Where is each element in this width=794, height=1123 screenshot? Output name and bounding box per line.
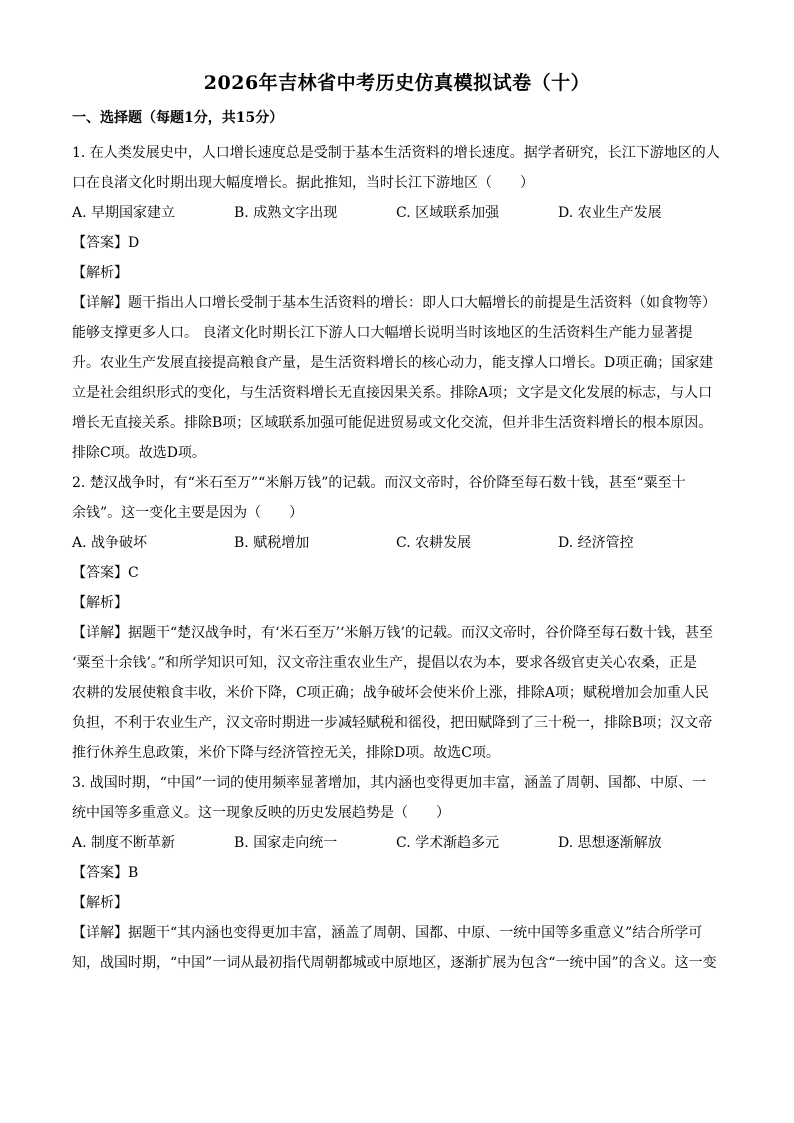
answer-line: 【答案】D	[72, 235, 140, 251]
question-stem-line: 2. 楚汉战争时，有“米石至万”“米斛万钱”的记载。而汉文帝时，谷价降至每石数十钱，甚至“粟至十	[72, 475, 686, 491]
question-stem-line: 3. 战国时期，“中国”一词的使用频率显著增加，其内涵也变得更加丰富，涵盖了周朝、国都、中原、一	[72, 775, 707, 791]
question-stem-line: 1. 在人类发展史中，人口增长速度总是受制于基本生活资料的增长速度。据学者研究，长江下游地区的人	[72, 145, 720, 161]
analysis-label: 【解析】	[72, 595, 128, 611]
explanation-line: 【详解】据题干“楚汉战争时，有‘米石至万’‘米斛万钱’的记载。而汉文帝时，谷价降至每石数十钱，甚至	[72, 625, 713, 641]
question-stem-line: 余钱”。这一变化主要是因为（ ）	[72, 505, 304, 521]
option-c: C. 学术渐趋多元	[396, 835, 500, 851]
option-b: B. 成熟文字出现	[234, 205, 338, 221]
option-d: D. 思想逐渐解放	[558, 835, 662, 851]
question-1	[72, 138, 724, 468]
explanation-line: 能够支撑更多人口。 良渚文化时期长江下游人口大幅增长说明当时该地区的生活资料生产能力显著提	[72, 325, 693, 341]
explanation-line: 推行休养生息政策，米价下降与经济管控无关，排除D项。故选C项。	[72, 745, 500, 761]
explanation-line: 增长无直接关系。排除B项；区域联系加强可能促进贸易或文化交流，但并非生活资料增长的根本原因。	[72, 415, 713, 431]
explanation-line: 立是社会组织形式的变化，与生活资料增长无直接因果关系。排除A项；文字是文化发展的标志，与人口	[72, 385, 713, 401]
option-d: D. 农业生产发展	[558, 205, 662, 221]
explanation-line: 农耕的发展使粮食丰收，米价下降，C项正确；战争破坏会使米价上涨，排除A项；赋税增加会加重人民	[72, 685, 709, 701]
question-stem-line: 口在良渚文化时期出现大幅度增长。据此推知，当时长江下游地区（ ）	[72, 175, 534, 191]
option-a: A. 战争破坏	[72, 535, 148, 551]
explanation-line: 【详解】题干指出人口增长受制于基本生活资料的增长：即人口大幅增长的前提是生活资料（如食物等）	[72, 295, 716, 311]
options-row	[72, 828, 724, 858]
question-3	[72, 768, 724, 978]
option-a: A. 早期国家建立	[72, 205, 176, 221]
explanation-line: 升。农业生产发展直接提高粮食产量，是生活资料增长的核心动力，能支撑人口增长。D项正确；国家建	[72, 355, 714, 371]
option-a: A. 制度不断革新	[72, 835, 176, 851]
explanation-line: ‘粟至十余钱’。”和所学知识可知，汉文帝注重农业生产，提倡以农为本，要求各级官吏关心农桑，正是	[72, 655, 698, 671]
options-row	[72, 198, 724, 228]
answer-line: 【答案】C	[72, 565, 139, 581]
option-b: B. 赋税增加	[234, 535, 310, 551]
option-c: C. 农耕发展	[396, 535, 472, 551]
questions	[72, 138, 724, 978]
analysis-label: 【解析】	[72, 895, 128, 911]
option-d: D. 经济管控	[558, 535, 634, 551]
answer-line: 【答案】B	[72, 865, 139, 881]
analysis-label: 【解析】	[72, 265, 128, 281]
options-row	[72, 528, 724, 558]
page-title: 2026年吉林省中考历史仿真模拟试卷（十）	[203, 72, 591, 94]
option-b: B. 国家走向统一	[234, 835, 338, 851]
explanation-line: 【详解】据题干“其内涵也变得更加丰富，涵盖了周朝、国都、中原、一统中国等多重意义”结合所学可	[72, 925, 703, 941]
question-stem-line: 统中国等多重意义。这一现象反映的历史发展趋势是（ ）	[72, 805, 450, 821]
option-c: C. 区域联系加强	[396, 205, 500, 221]
section-heading: 一、选择题（每题1分，共15分）	[72, 110, 284, 126]
question-2	[72, 468, 724, 768]
explanation-line: 负担，不利于农业生产，汉文帝时期进一步减轻赋税和徭役，把田赋降到了三十税一，排除B项；汉文帝	[72, 715, 713, 731]
explanation-line: 知，战国时期，“中国”一词从最初指代周朝都城或中原地区，逐渐扩展为包含“一统中国”的含义。这一变	[72, 955, 717, 971]
explanation-line: 排除C项。故选D项。	[72, 445, 206, 461]
